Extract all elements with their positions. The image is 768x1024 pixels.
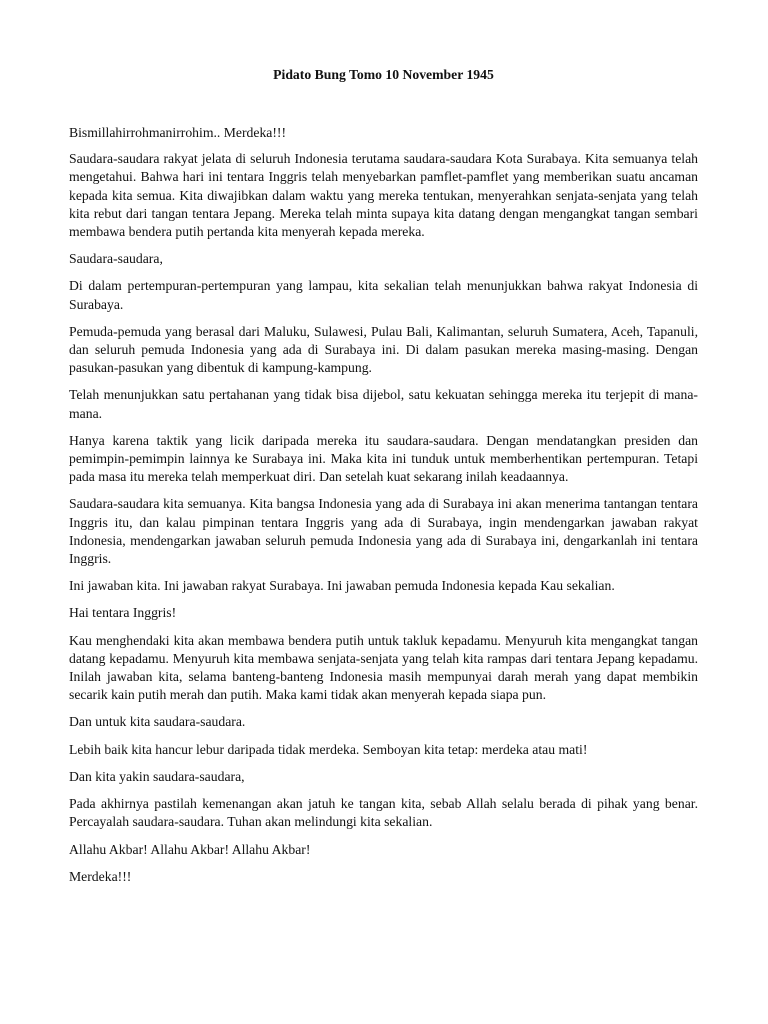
paragraph: Dan untuk kita saudara-saudara. [69,714,246,730]
paragraph: Telah menunjukkan satu pertahanan yang tidak bisa dijebol, satu kekuatan sehingga mereka itu terjepit di mana-mana. [69,387,698,421]
paragraph-opening: Bismillahirrohmanirrohim.. Merdeka!!! [69,125,287,140]
paragraph-closing: Merdeka!!! [69,868,132,884]
paragraph: Saudara-saudara, [69,251,163,267]
paragraph: Dan kita yakin saudara-saudara, [69,768,245,784]
document-page [69,66,698,895]
paragraph: Allahu Akbar! Allahu Akbar! Allahu Akbar! [69,841,311,857]
document-title: Pidato Bung Tomo 10 November 1945 [273,67,494,82]
paragraph: Pemuda-pemuda yang berasal dari Maluku, Sulawesi, Pulau Bali, Kalimantan, seluruh Sumatera, Aceh, Tapanuli, dan seluruh pemuda Indonesia yang ada di Surabaya ini. Di dalam pasukan mereka masing-masing. Dengan pasukan-pasukan yang dibentuk di kampung-kampung. [69,323,698,376]
paragraph: Lebih baik kita hancur lebur daripada tidak merdeka. Semboyan kita tetap: merdeka atau mati! [69,741,588,757]
paragraph: Hanya karena taktik yang licik daripada mereka itu saudara-saudara. Dengan mendatangkan presiden dan pemimpin-pemimpin lainnya ke Surabaya ini. Maka kita ini tunduk untuk memberhentikan pertempuran. Tetapi pada masa itu mereka telah memperkuat diri. Dan setelah kuat sekarang inilah keadaannya. [69,432,698,485]
paragraph: Kau menghendaki kita akan membawa bendera putih untuk takluk kepadamu. Menyuruh kita mengangkat tangan datang kepadamu. Menyuruh kita membawa senjata-senjata yang telah kita rampas dari tentara Jepang kepadamu. Inilah jawaban kita, selama banteng-banteng Indonesia masih mempunyai darah merah yang dapat membikin secarik kain putih merah dan putih. Maka kami tidak akan menyerah kepada siapa pun. [69,632,698,703]
paragraph: Saudara-saudara kita semuanya. Kita bangsa Indonesia yang ada di Surabaya ini akan menerima tantangan tentara Inggris itu, dan kalau pimpinan tentara Inggris yang ada di Surabaya, ingin mendengarkan jawaban rakyat Indonesia, mendengarkan jawaban seluruh pemuda Indonesia yang ada di Surabaya ini, dengarkanlah ini tentara Inggris. [69,496,698,567]
paragraph: Pada akhirnya pastilah kemenangan akan jatuh ke tangan kita, sebab Allah selalu berada di pihak yang benar. Percayalah saudara-saudara. Tuhan akan melindungi kita sekalian. [69,796,698,830]
paragraph: Hai tentara Inggris! [69,605,177,621]
paragraph: Saudara-saudara rakyat jelata di seluruh Indonesia terutama saudara-saudara Kota Surabaya. Kita semuanya telah mengetahui. Bahwa hari ini tentara Inggris telah menyebarkan pamflet-pamflet yang memberikan suatu ancaman kepada kita semua. Kita diwajibkan dalam waktu yang mereka tentukan, menyerahkan senjata-senjata yang telah kita rebut dari tangan tentara Jepang. Mereka telah minta supaya kita datang dengan mengangkat tangan sembari membawa bendera putih pertanda kita menyerah kepada mereka. [69,151,698,240]
paragraph: Ini jawaban kita. Ini jawaban rakyat Surabaya. Ini jawaban pemuda Indonesia kepada Kau sekalian. [69,578,615,594]
paragraph: Di dalam pertempuran-pertempuran yang lampau, kita sekalian telah menunjukkan bahwa rakyat Indonesia di Surabaya. [69,278,698,312]
